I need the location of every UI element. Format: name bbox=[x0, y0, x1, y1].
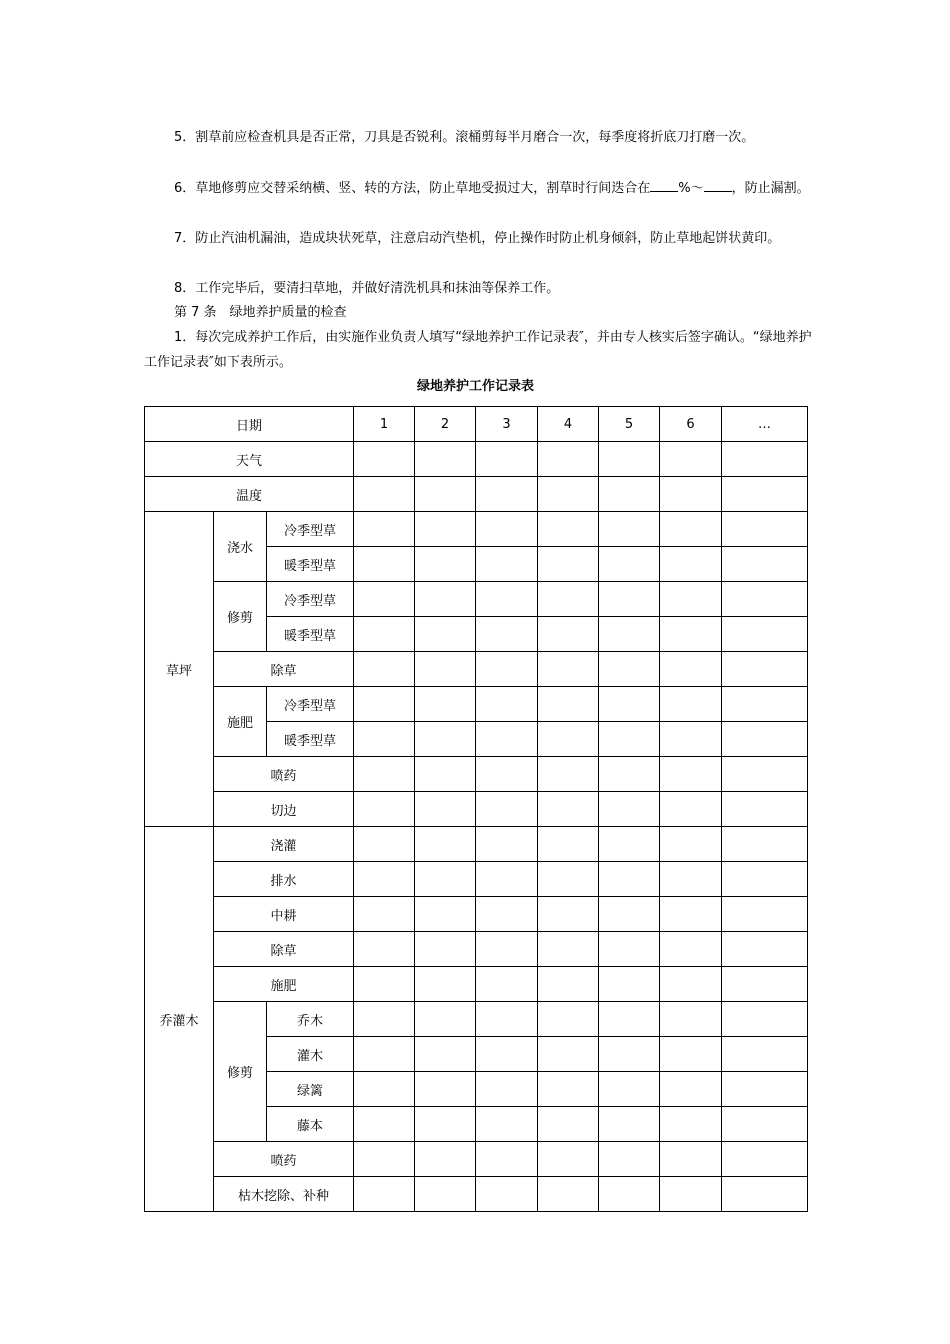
entry-cell[interactable] bbox=[354, 1037, 415, 1072]
entry-cell[interactable] bbox=[599, 1107, 660, 1142]
entry-cell[interactable] bbox=[476, 1002, 538, 1037]
entry-cell[interactable] bbox=[538, 757, 599, 792]
entry-cell[interactable] bbox=[476, 1177, 538, 1212]
day-header: 4 bbox=[538, 407, 599, 442]
entry-cell[interactable] bbox=[476, 652, 538, 687]
entry-cell[interactable] bbox=[538, 932, 599, 967]
entry-cell[interactable] bbox=[660, 1037, 722, 1072]
article-7-heading: 第 7 条 绿地养护质量的检查 bbox=[174, 305, 347, 320]
row-label: 温度 bbox=[145, 477, 354, 512]
entry-cell[interactable] bbox=[538, 617, 599, 652]
paragraph-6 bbox=[144, 176, 812, 201]
row-label: 浇灌 bbox=[214, 827, 354, 862]
entry-cell[interactable] bbox=[354, 1142, 415, 1177]
entry-cell[interactable] bbox=[415, 582, 476, 617]
entry-cell[interactable] bbox=[476, 1072, 538, 1107]
row-label: 切边 bbox=[214, 792, 354, 827]
entry-cell[interactable] bbox=[415, 617, 476, 652]
entry-cell[interactable] bbox=[538, 582, 599, 617]
blank-percent-high[interactable] bbox=[704, 177, 732, 192]
row-label: 冷季型草 bbox=[267, 512, 354, 547]
entry-cell[interactable] bbox=[415, 792, 476, 827]
row-label: 修剪 bbox=[214, 582, 267, 652]
entry-cell[interactable] bbox=[476, 687, 538, 722]
entry-cell[interactable] bbox=[599, 897, 660, 932]
entry-cell[interactable] bbox=[660, 512, 722, 547]
entry-cell[interactable] bbox=[722, 442, 808, 477]
lawn-watering-cool-row bbox=[145, 512, 808, 547]
entry-cell[interactable] bbox=[722, 582, 808, 617]
entry-cell[interactable] bbox=[660, 827, 722, 862]
entry-cell[interactable] bbox=[538, 827, 599, 862]
entry-cell[interactable] bbox=[538, 512, 599, 547]
header-row bbox=[145, 407, 808, 442]
entry-cell[interactable] bbox=[599, 652, 660, 687]
entry-cell[interactable] bbox=[415, 1037, 476, 1072]
row-label: 暖季型草 bbox=[267, 722, 354, 757]
entry-cell[interactable] bbox=[538, 967, 599, 1002]
entry-cell[interactable] bbox=[538, 1037, 599, 1072]
entry-cell[interactable] bbox=[660, 932, 722, 967]
lawn-spraying-row bbox=[145, 757, 808, 792]
entry-cell[interactable] bbox=[415, 477, 476, 512]
row-label: 浇水 bbox=[214, 512, 267, 582]
entry-cell[interactable] bbox=[538, 1142, 599, 1177]
lawn-fertilizing-cool-row bbox=[145, 687, 808, 722]
entry-cell[interactable] bbox=[476, 792, 538, 827]
row-label: 中耕 bbox=[214, 897, 354, 932]
entry-cell[interactable] bbox=[476, 547, 538, 582]
day-header: 1 bbox=[354, 407, 415, 442]
lawn-weeding-row bbox=[145, 652, 808, 687]
entry-cell[interactable] bbox=[354, 687, 415, 722]
entry-cell[interactable] bbox=[660, 897, 722, 932]
entry-cell[interactable] bbox=[354, 442, 415, 477]
entry-cell[interactable] bbox=[599, 442, 660, 477]
entry-cell[interactable] bbox=[476, 722, 538, 757]
entry-cell[interactable] bbox=[599, 757, 660, 792]
entry-cell[interactable] bbox=[660, 652, 722, 687]
entry-cell[interactable] bbox=[354, 512, 415, 547]
entry-cell[interactable] bbox=[660, 687, 722, 722]
entry-cell[interactable] bbox=[722, 897, 808, 932]
entry-cell[interactable] bbox=[476, 1142, 538, 1177]
temperature-row bbox=[145, 477, 808, 512]
entry-cell[interactable] bbox=[538, 652, 599, 687]
entry-cell[interactable] bbox=[722, 617, 808, 652]
trees-fertilizing-row bbox=[145, 967, 808, 1002]
entry-cell[interactable] bbox=[354, 652, 415, 687]
entry-cell[interactable] bbox=[599, 932, 660, 967]
entry-cell[interactable] bbox=[599, 477, 660, 512]
row-label: 排水 bbox=[214, 862, 354, 897]
entry-cell[interactable] bbox=[660, 617, 722, 652]
entry-cell[interactable] bbox=[415, 1142, 476, 1177]
lawn-edging-row bbox=[145, 792, 808, 827]
row-label: 乔木 bbox=[267, 1002, 354, 1037]
entry-cell[interactable] bbox=[599, 1142, 660, 1177]
entry-cell[interactable] bbox=[722, 1177, 808, 1212]
entry-cell[interactable] bbox=[415, 442, 476, 477]
entry-cell[interactable] bbox=[660, 967, 722, 1002]
entry-cell[interactable] bbox=[476, 1037, 538, 1072]
lawn-group-label: 草坪 bbox=[145, 512, 214, 827]
entry-cell[interactable] bbox=[722, 967, 808, 1002]
entry-cell[interactable] bbox=[660, 442, 722, 477]
entry-cell[interactable] bbox=[415, 547, 476, 582]
entry-cell[interactable] bbox=[476, 827, 538, 862]
paragraph-6-tail: ，防止漏割。 bbox=[731, 181, 810, 196]
trees-spraying-row bbox=[145, 1142, 808, 1177]
entry-cell[interactable] bbox=[722, 827, 808, 862]
day-header: 3 bbox=[476, 407, 538, 442]
entry-cell[interactable] bbox=[354, 1072, 415, 1107]
entry-cell[interactable] bbox=[538, 897, 599, 932]
entry-cell[interactable] bbox=[354, 617, 415, 652]
row-label: 施肥 bbox=[214, 967, 354, 1002]
entry-cell[interactable] bbox=[476, 617, 538, 652]
day-header: 6 bbox=[660, 407, 722, 442]
entry-cell[interactable] bbox=[722, 1142, 808, 1177]
maintenance-record-table bbox=[144, 406, 808, 1212]
entry-cell[interactable] bbox=[660, 862, 722, 897]
entry-cell[interactable] bbox=[660, 1107, 722, 1142]
day-header: 2 bbox=[415, 407, 476, 442]
entry-cell[interactable] bbox=[660, 547, 722, 582]
entry-cell[interactable] bbox=[538, 1002, 599, 1037]
row-label: 除草 bbox=[214, 652, 354, 687]
entry-cell[interactable] bbox=[660, 1177, 722, 1212]
entry-cell[interactable] bbox=[476, 862, 538, 897]
entry-cell[interactable] bbox=[476, 477, 538, 512]
paragraph-6-percent: %～ bbox=[678, 181, 704, 196]
entry-cell[interactable] bbox=[722, 512, 808, 547]
trees-replant-row bbox=[145, 1177, 808, 1212]
entry-cell[interactable] bbox=[415, 652, 476, 687]
entry-cell[interactable] bbox=[538, 792, 599, 827]
entry-cell[interactable] bbox=[599, 967, 660, 1002]
entry-cell[interactable] bbox=[415, 932, 476, 967]
entry-cell[interactable] bbox=[722, 687, 808, 722]
trees-drainage-row bbox=[145, 862, 808, 897]
entry-cell[interactable] bbox=[476, 967, 538, 1002]
entry-cell[interactable] bbox=[538, 477, 599, 512]
entry-cell[interactable] bbox=[722, 757, 808, 792]
row-label: 喷药 bbox=[214, 757, 354, 792]
row-label: 天气 bbox=[145, 442, 354, 477]
entry-cell[interactable] bbox=[538, 1072, 599, 1107]
entry-cell[interactable] bbox=[599, 617, 660, 652]
row-label: 枯木挖除、补种 bbox=[214, 1177, 354, 1212]
entry-cell[interactable] bbox=[538, 1177, 599, 1212]
entry-cell[interactable] bbox=[538, 687, 599, 722]
trees-irrigation-row bbox=[145, 827, 808, 862]
entry-cell[interactable] bbox=[415, 757, 476, 792]
entry-cell[interactable] bbox=[599, 722, 660, 757]
row-label: 修剪 bbox=[214, 1002, 267, 1142]
row-label: 灌木 bbox=[267, 1037, 354, 1072]
entry-cell[interactable] bbox=[599, 547, 660, 582]
entry-cell[interactable] bbox=[599, 827, 660, 862]
entry-cell[interactable] bbox=[354, 932, 415, 967]
entry-cell[interactable] bbox=[660, 1002, 722, 1037]
trees-tilling-row bbox=[145, 897, 808, 932]
entry-cell[interactable] bbox=[354, 722, 415, 757]
paragraph-7: 7．防止汽油机漏油，造成块状死草，注意启动汽垫机，停止操作时防止机身倾斜，防止草地起饼状黄印。 bbox=[174, 231, 781, 246]
entry-cell[interactable] bbox=[354, 967, 415, 1002]
paragraph-8: 8．工作完毕后，要清扫草地，并做好清洗机具和抹油等保养工作。 bbox=[174, 281, 560, 296]
entry-cell[interactable] bbox=[599, 862, 660, 897]
entry-cell[interactable] bbox=[354, 827, 415, 862]
entry-cell[interactable] bbox=[722, 862, 808, 897]
row-label: 除草 bbox=[214, 932, 354, 967]
trees-group-label: 乔灌木 bbox=[145, 827, 214, 1212]
row-label: 喷药 bbox=[214, 1142, 354, 1177]
entry-cell[interactable] bbox=[476, 512, 538, 547]
paragraph-1: 1．每次完成养护工作后，由实施作业负责人填写“绿地养护工作记录表″，并由专人核实后签字确认。“绿地养护工作记录表″如下表所示。 bbox=[144, 330, 812, 370]
entry-cell[interactable] bbox=[722, 722, 808, 757]
row-label: 绿篱 bbox=[267, 1072, 354, 1107]
entry-cell[interactable] bbox=[415, 687, 476, 722]
entry-cell[interactable] bbox=[660, 722, 722, 757]
paragraph-6-text: 6．草地修剪应交替采纳横、竖、转的方法，防止草地受损过大，割草时行间迭合在 bbox=[174, 181, 651, 196]
entry-cell[interactable] bbox=[599, 687, 660, 722]
entry-cell[interactable] bbox=[354, 897, 415, 932]
row-label: 冷季型草 bbox=[267, 687, 354, 722]
entry-cell[interactable] bbox=[599, 1072, 660, 1107]
entry-cell[interactable] bbox=[722, 1002, 808, 1037]
entry-cell[interactable] bbox=[415, 512, 476, 547]
entry-cell[interactable] bbox=[415, 827, 476, 862]
entry-cell[interactable] bbox=[415, 1072, 476, 1107]
entry-cell[interactable] bbox=[354, 582, 415, 617]
entry-cell[interactable] bbox=[660, 477, 722, 512]
entry-cell[interactable] bbox=[599, 1037, 660, 1072]
row-label: 暖季型草 bbox=[267, 617, 354, 652]
entry-cell[interactable] bbox=[476, 897, 538, 932]
blank-percent-low[interactable] bbox=[650, 177, 678, 192]
entry-cell[interactable] bbox=[660, 792, 722, 827]
trees-weeding-row bbox=[145, 932, 808, 967]
entry-cell[interactable] bbox=[415, 862, 476, 897]
entry-cell[interactable] bbox=[538, 722, 599, 757]
entry-cell[interactable] bbox=[354, 477, 415, 512]
entry-cell[interactable] bbox=[722, 547, 808, 582]
entry-cell[interactable] bbox=[354, 547, 415, 582]
entry-cell[interactable] bbox=[415, 1177, 476, 1212]
entry-cell[interactable] bbox=[660, 1142, 722, 1177]
entry-cell[interactable] bbox=[722, 792, 808, 827]
entry-cell[interactable] bbox=[415, 897, 476, 932]
entry-cell[interactable] bbox=[415, 722, 476, 757]
entry-cell[interactable] bbox=[354, 757, 415, 792]
entry-cell[interactable] bbox=[476, 442, 538, 477]
entry-cell[interactable] bbox=[538, 862, 599, 897]
table-title: 绿地养护工作记录表 bbox=[416, 379, 534, 394]
entry-cell[interactable] bbox=[354, 1177, 415, 1212]
entry-cell[interactable] bbox=[354, 1107, 415, 1142]
entry-cell[interactable] bbox=[538, 1107, 599, 1142]
entry-cell[interactable] bbox=[722, 1072, 808, 1107]
entry-cell[interactable] bbox=[476, 582, 538, 617]
entry-cell[interactable] bbox=[538, 442, 599, 477]
entry-cell[interactable] bbox=[415, 1107, 476, 1142]
entry-cell[interactable] bbox=[722, 652, 808, 687]
entry-cell[interactable] bbox=[354, 1002, 415, 1037]
row-label: 施肥 bbox=[214, 687, 267, 757]
weather-row bbox=[145, 442, 808, 477]
day-header: 5 bbox=[599, 407, 660, 442]
entry-cell[interactable] bbox=[599, 1177, 660, 1212]
entry-cell[interactable] bbox=[599, 582, 660, 617]
entry-cell[interactable] bbox=[722, 932, 808, 967]
entry-cell[interactable] bbox=[722, 477, 808, 512]
entry-cell[interactable] bbox=[660, 757, 722, 792]
entry-cell[interactable] bbox=[354, 792, 415, 827]
row-label: 藤本 bbox=[267, 1107, 354, 1142]
entry-cell[interactable] bbox=[354, 862, 415, 897]
entry-cell[interactable] bbox=[476, 932, 538, 967]
day-header: … bbox=[722, 407, 808, 442]
entry-cell[interactable] bbox=[599, 1002, 660, 1037]
row-label: 暖季型草 bbox=[267, 547, 354, 582]
entry-cell[interactable] bbox=[538, 547, 599, 582]
entry-cell[interactable] bbox=[476, 1107, 538, 1142]
entry-cell[interactable] bbox=[599, 512, 660, 547]
entry-cell[interactable] bbox=[660, 1072, 722, 1107]
trees-pruning-arbor-row bbox=[145, 1002, 808, 1037]
entry-cell[interactable] bbox=[660, 582, 722, 617]
lawn-mowing-cool-row bbox=[145, 582, 808, 617]
paragraph-5: 5．割草前应检查机具是否正常，刀具是否锐利。滚桶剪每半月磨合一次，每季度将折底刀打磨一次。 bbox=[174, 130, 755, 145]
date-label: 日期 bbox=[145, 407, 354, 442]
entry-cell[interactable] bbox=[722, 1107, 808, 1142]
entry-cell[interactable] bbox=[415, 1002, 476, 1037]
entry-cell[interactable] bbox=[722, 1037, 808, 1072]
entry-cell[interactable] bbox=[476, 757, 538, 792]
entry-cell[interactable] bbox=[599, 792, 660, 827]
row-label: 冷季型草 bbox=[267, 582, 354, 617]
entry-cell[interactable] bbox=[415, 967, 476, 1002]
